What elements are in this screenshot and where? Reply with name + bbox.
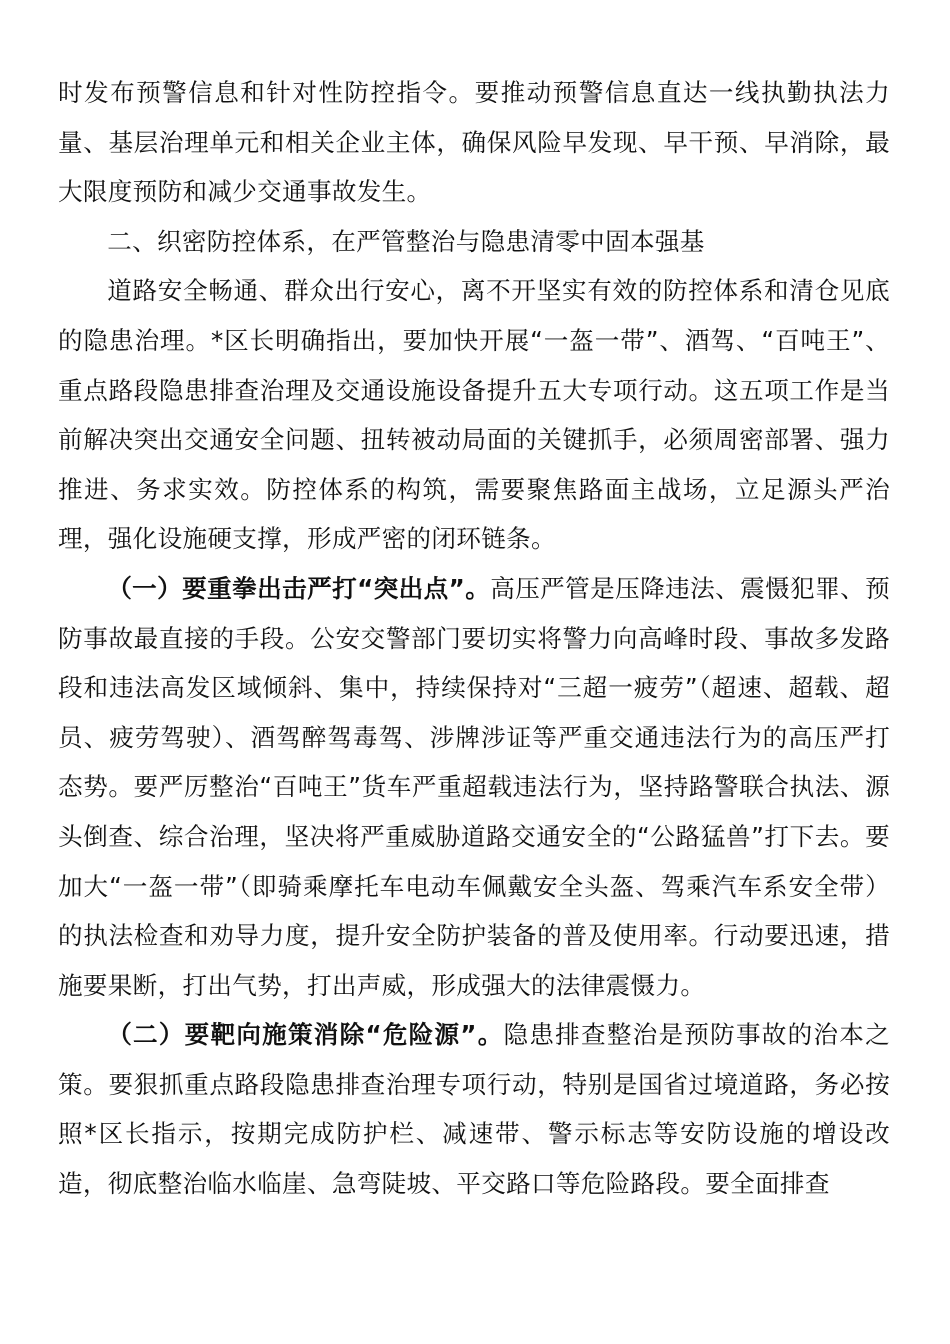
paragraph-prevention-system: 道路安全畅通、群众出行安心，离不开坚实有效的防控体系和清仓见底的隐患治理。*区长明确指出，要加快开展“一盔一带”、酒驾、“百吨王”、重点路段隐患排查治理及交通设施设备提升五大专项行动。这五项工作是当前解决突出交通安全问题、扭转被动局面的关键抓手，必须周密部署、强力推进、务求实效。防控体系的构筑，需要聚焦路面主战场，立足源头严治理，强化设施硬支撑，形成严密的闭环链条。 bbox=[58, 276, 890, 554]
item-2-body: 隐患排查整治是预防事故的治本之策。要狠抓重点路段隐患排查治理专项行动，特别是国省过境道路，务必按照*区长指示，按期完成防护栏、减速带、警示标志等安防设施的增设改造，彻底整治临水临崖、急弯陡坡、平交路口等危险路段。要全面排查 bbox=[58, 1020, 890, 1199]
item-1-body: 高压严管是压降违法、震慑犯罪、预防事故最直接的手段。公安交警部门要切实将警力向高峰时段、事故多发路段和违法高发区域倾斜、集中，持续保持对“三超一疲劳”（超速、超载、超员、疲劳驾驶）、酒驾醉驾毒驾、涉牌涉证等严重交通违法行为的高压严打态势。要严厉整治“百吨王”货车严重超载违法行为，坚持路警联合执法、源头倒查、综合治理，坚决将严重威胁道路交通安全的“公路猛兽”打下去。要加大“一盔一带”（即骑乘摩托车电动车佩戴安全头盔、驾乘汽车系安全带）的执法检查和劝导力度，提升安全防护装备的普及使用率。行动要迅速，措施要果断，打出气势，打出声威，形成强大的法律震慑力。 bbox=[58, 573, 890, 1000]
item-1-title: （一）要重拳出击严打“突出点”。 bbox=[107, 573, 491, 603]
item-2-title: （二）要靶向施策消除“危险源”。 bbox=[107, 1020, 504, 1050]
paragraph-item-1 bbox=[58, 564, 890, 1010]
paragraph-item-2 bbox=[58, 1010, 890, 1208]
section-heading-2: 二、织密防控体系，在严管整治与隐患清零中固本强基 bbox=[107, 226, 705, 256]
paragraph-warning-dispatch: 时发布预警信息和针对性防控指令。要推动预警信息直达一线执勤执法力量、基层治理单元和相关企业主体，确保风险早发现、早干预、早消除，最大限度预防和减少交通事故发生。 bbox=[58, 78, 890, 207]
